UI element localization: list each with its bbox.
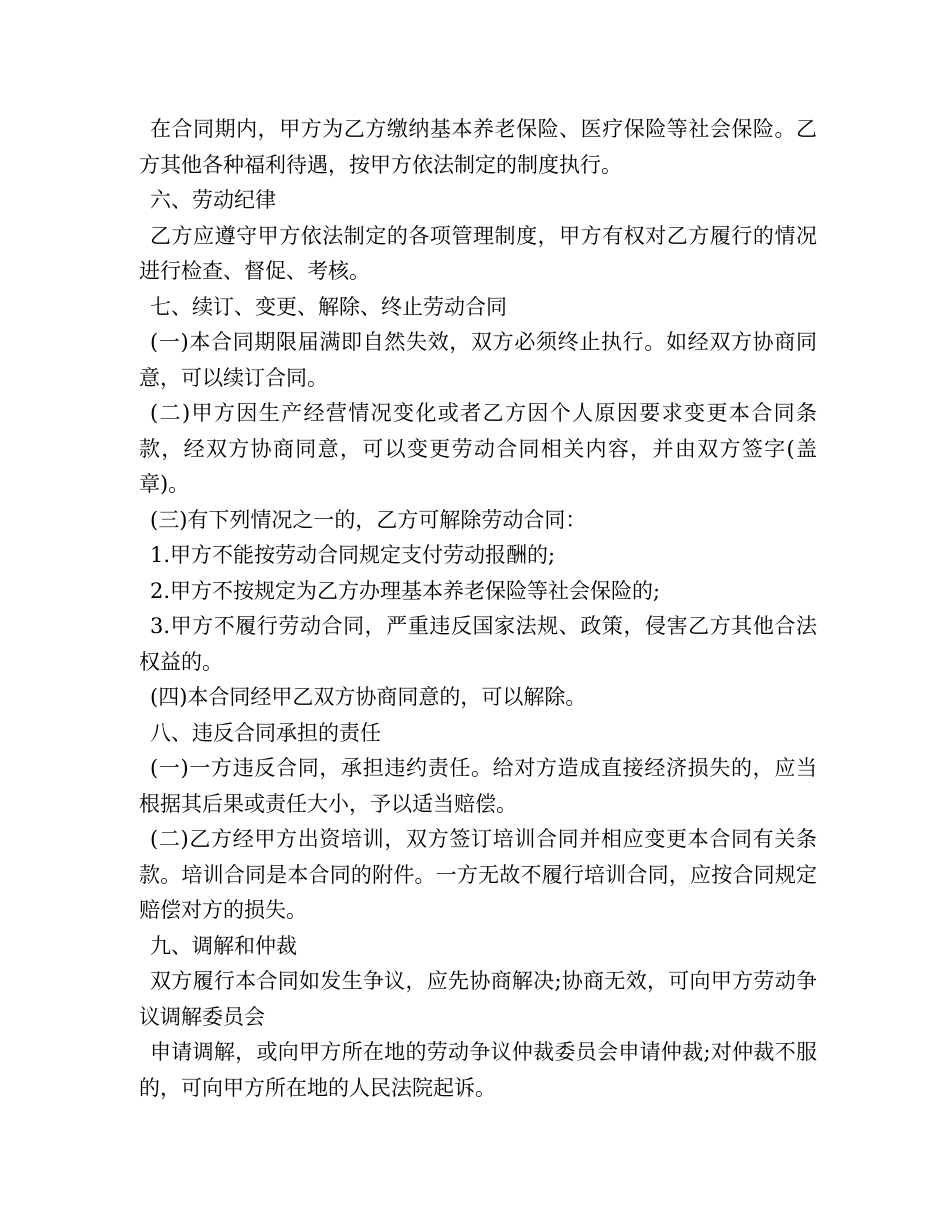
paragraph-social-insurance: 在合同期内，甲方为乙方缴纳基本养老保险、医疗保险等社会保险。乙方其他各种福利待遇，按甲方依法制定的制度执行。 [139,117,817,177]
paragraph-mutual-termination: (四)本合同经甲乙双方协商同意的，可以解除。 [150,685,587,709]
paragraph-contract-expiry: (一)本合同期限届满即自然失效，双方必须终止执行。如经双方协商同意，可以续订合同。 [139,330,817,390]
paragraph-contract-change: (二)甲方因生产经营情况变化或者乙方因个人原因要求变更本合同条款，经双方协商同意，可以变更劳动合同相关内容，并由双方签字(盖章)。 [139,401,817,496]
list-item-condition-3: 3.甲方不履行劳动合同，严重违反国家法规、政策，侵害乙方其他合法权益的。 [139,614,817,674]
paragraph-dispute-negotiation: 双方履行本合同如发生争议，应先协商解决;协商无效，可向甲方劳动争议调解委员会 [139,969,817,1029]
list-item-condition-2: 2.甲方不按规定为乙方办理基本养老保险等社会保险的; [150,578,661,603]
paragraph-training-contract: (二)乙方经甲方出资培训，双方签订培训合同并相应变更本合同有关条款。培训合同是本合同的附件。一方无故不履行培训合同，应按合同规定赔偿对方的损失。 [139,827,817,922]
paragraph-management-rules: 乙方应遵守甲方依法制定的各项管理制度，甲方有权对乙方履行的情况进行检查、督促、考核。 [139,223,817,283]
paragraph-breach-compensation: (一)一方违反合同，承担违约责任。给对方造成直接经济损失的，应当根据其后果或责任大小，予以适当赔偿。 [139,756,817,816]
list-item-condition-1: 1.甲方不能按劳动合同规定支付劳动报酬的; [150,543,556,567]
paragraph-arbitration-application: 申请调解，或向甲方所在地的劳动争议仲裁委员会申请仲裁;对仲裁不服的，可向甲方所在地的人民法院起诉。 [139,1040,817,1100]
document-body [139,112,817,1106]
heading-labor-discipline: 六、劳动纪律 [150,188,276,212]
heading-mediation-arbitration: 九、调解和仲裁 [150,933,297,958]
heading-contract-renewal: 七、续订、变更、解除、终止劳动合同 [150,294,507,319]
paragraph-termination-conditions: (三)有下列情况之一的，乙方可解除劳动合同： [150,507,587,532]
heading-breach-liability: 八、违反合同承担的责任 [150,720,381,745]
